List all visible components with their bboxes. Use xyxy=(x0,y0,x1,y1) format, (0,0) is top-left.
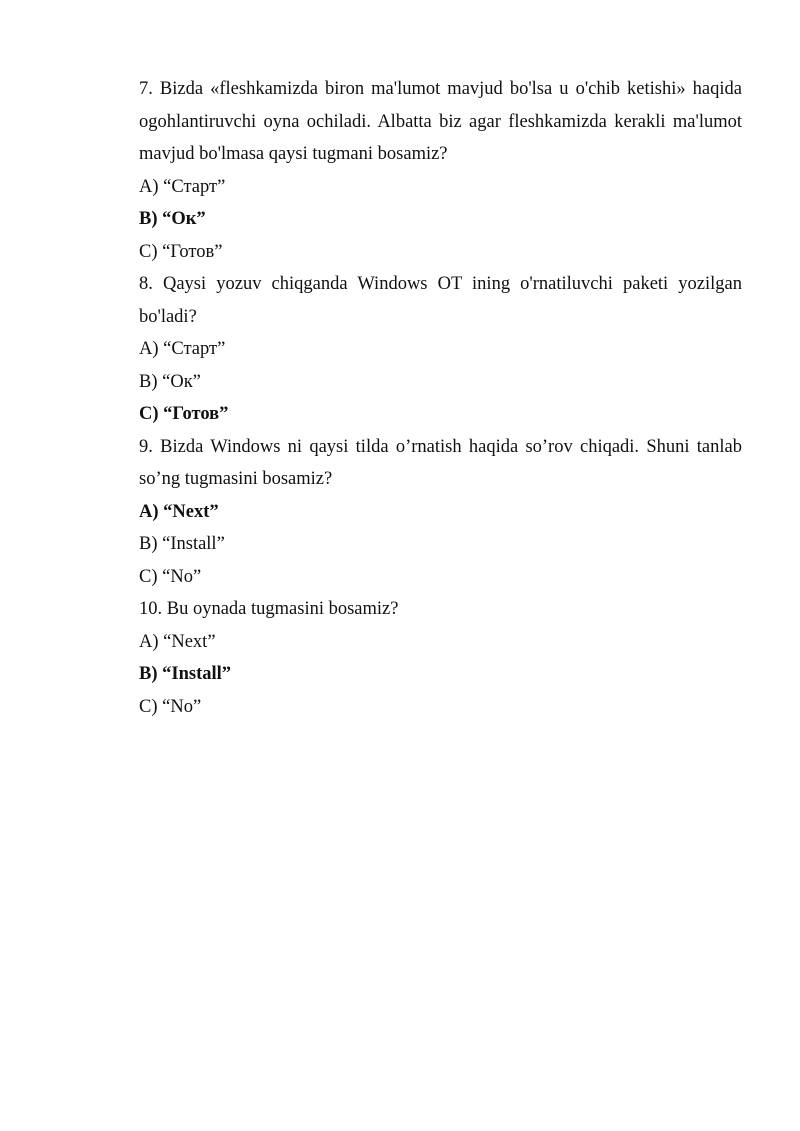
question-block-10 xyxy=(139,593,742,723)
question-block-9 xyxy=(139,431,742,594)
answer-option: B) “Install” xyxy=(139,534,225,554)
quiz-content xyxy=(139,73,742,723)
answer-option-correct: A) “Next” xyxy=(139,501,219,522)
question-text: 9. Bizda Windows ni qaysi tilda o’rnatish haqida so’rov chiqadi. Shuni tanlab so’ng tugmasini bosamiz? xyxy=(139,436,742,489)
answer-option-correct: B) “Install” xyxy=(139,664,232,684)
answer-option: C) “No” xyxy=(139,566,202,587)
answer-option-correct: C) “Готов” xyxy=(139,404,229,424)
question-block-8 xyxy=(139,268,742,431)
answer-option-correct: B) “Ок” xyxy=(139,209,206,229)
answer-option: C) “No” xyxy=(139,696,202,717)
question-block-7 xyxy=(139,73,742,268)
answer-option: A) “Старт” xyxy=(139,339,226,359)
question-text: 8. Qaysi yozuv chiqganda Windows OT ining o'rnatiluvchi paketi yozilgan bo'ladi? xyxy=(139,274,742,327)
question-text: 7. Bizda «fleshkamizda biron ma'lumot mavjud bo'lsa u o'chib ketishi» haqida ogohlantiruvchi oyna ochiladi. Albatta biz agar fleshkamizda kerakli ma'lumot mavjud bo'lmasa qaysi tugmani bosamiz? xyxy=(139,79,742,164)
answer-option: C) “Готов” xyxy=(139,241,223,262)
answer-option: B) “Ок” xyxy=(139,371,201,392)
answer-option: A) “Next” xyxy=(139,631,216,652)
question-text: 10. Bu oynada tugmasini bosamiz? xyxy=(139,599,399,619)
answer-option: A) “Старт” xyxy=(139,176,226,197)
